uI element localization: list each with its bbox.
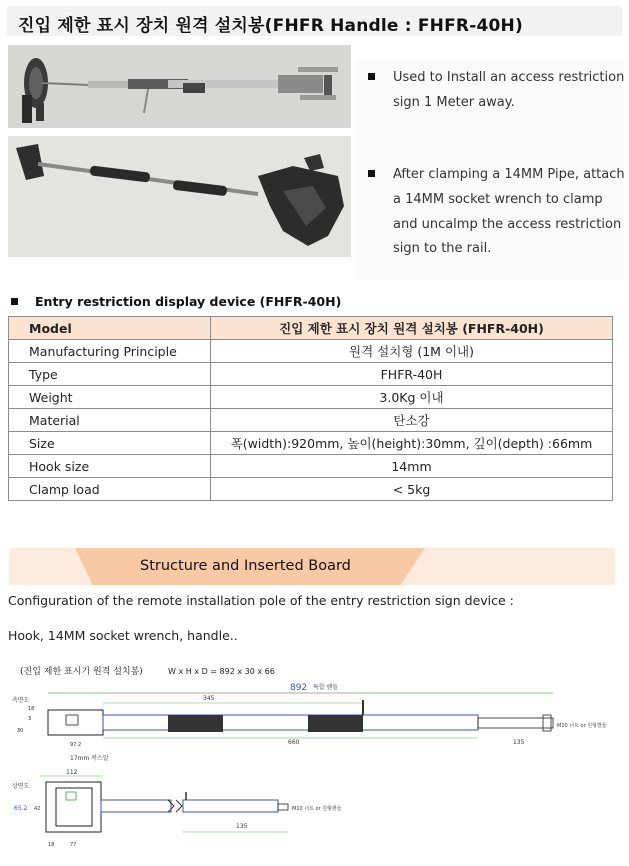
bullet-2-line-1: After clamping a 14MM Pipe, attach xyxy=(393,167,625,182)
spec-header-value: 진입 제한 표시 장치 원격 설치봉 (FHFR-40H) xyxy=(211,317,613,340)
pole-photo-1-illustration xyxy=(8,45,351,128)
break-mark xyxy=(168,800,182,812)
spec-header-row xyxy=(9,317,613,340)
spec-table xyxy=(8,316,613,501)
spec-value: 폭(width):920mm, 높이(height):30mm, 깊이(depth) :66mm xyxy=(211,432,613,455)
spec-label: Size xyxy=(9,432,211,455)
spec-label: Clamp load xyxy=(9,478,211,501)
bullet-1-line-2: sign 1 Meter away. xyxy=(393,95,515,110)
bullet-1-line-1: Used to Install an access restriction xyxy=(393,70,625,85)
table-row xyxy=(9,409,613,432)
dim-18: 18 xyxy=(28,706,35,712)
spec-value: 원격 설치형 (1M 이내) xyxy=(211,340,613,363)
table-row xyxy=(9,432,613,455)
config-text: Configuration of the remote installation pole of the entry restriction sign device : xyxy=(8,593,514,608)
dim-overall: 892 xyxy=(290,683,308,693)
spec-label: Type xyxy=(9,363,211,386)
spec-value: FHFR-40H xyxy=(211,363,613,386)
socket-top xyxy=(66,792,76,800)
table-row xyxy=(9,455,613,478)
bullet-marker-1 xyxy=(368,73,375,80)
grip-2-side xyxy=(308,715,363,732)
table-row xyxy=(9,363,613,386)
technical-drawing xyxy=(8,660,622,860)
dim-65-2: 65.2 xyxy=(14,805,28,812)
spec-value: 14mm xyxy=(211,455,613,478)
dim-42: 42 xyxy=(34,806,41,812)
table-row xyxy=(9,340,613,363)
nut-side xyxy=(543,715,551,731)
bullet-2-line-4: sign to the rail. xyxy=(393,241,492,256)
spec-value: 탄소강 xyxy=(211,409,613,432)
dim-3: 3 xyxy=(28,716,32,722)
dim-345: 345 xyxy=(203,695,215,702)
nut-top xyxy=(278,804,288,810)
product-photo-1 xyxy=(8,45,351,128)
dim-97-2: 97.2 xyxy=(70,742,82,748)
tube-side xyxy=(103,715,478,730)
spec-label: Material xyxy=(9,409,211,432)
section-title: Structure and Inserted Board xyxy=(140,558,351,574)
drawing-title: (진입 제한 표시기 원격 설치봉) xyxy=(20,667,143,677)
dim-112: 112 xyxy=(66,769,78,776)
product-photo-2 xyxy=(8,136,351,257)
table-row xyxy=(9,478,613,501)
dim-18-top: 18 xyxy=(48,842,55,848)
spec-value: < 5kg xyxy=(211,478,613,501)
parts-text: Hook, 14MM socket wrench, handle.. xyxy=(8,628,238,643)
hook-block-side xyxy=(48,710,103,735)
grip-label: 특합 핸들 xyxy=(313,684,339,691)
top-view-label: 상면도 xyxy=(12,783,30,790)
tube-top-2 xyxy=(183,800,278,812)
spec-value: 3.0Kg 이내 xyxy=(211,386,613,409)
page-title: 진입 제한 표시 장치 원격 설치봉(FHFR Handle : FHFR-40H) xyxy=(18,16,523,36)
spec-header-label: Model xyxy=(9,317,211,340)
spec-label: Manufacturing Principle xyxy=(9,340,211,363)
end-label-1: M10 너트 or 원형핸들 xyxy=(557,723,607,729)
spec-label: Hook size xyxy=(9,455,211,478)
hook-inner-top xyxy=(56,788,92,826)
tube-top-1 xyxy=(101,800,171,812)
dim-135-top: 135 xyxy=(236,823,248,830)
end-label-2: M10 너트 or 원형핸들 xyxy=(292,806,342,812)
dim-77: 77 xyxy=(70,842,77,848)
socket-side xyxy=(66,715,78,725)
socket-label: 17mm 복스알 xyxy=(70,755,109,762)
dim-660: 660 xyxy=(288,739,300,746)
spec-heading: Entry restriction display device (FHFR-40H) xyxy=(35,294,342,309)
grip-1-side xyxy=(168,715,223,732)
dim-30: 30 xyxy=(17,728,24,734)
bullet-marker-2 xyxy=(368,170,375,177)
bullet-2-line-2: a 14MM socket wrench to clamp xyxy=(393,192,603,207)
table-row xyxy=(9,386,613,409)
side-view-label: 측면도 xyxy=(12,697,30,704)
pole-photo-2-illustration xyxy=(8,136,351,257)
drawing-dims: W x H x D = 892 x 30 x 66 xyxy=(168,667,275,676)
bullet-2-line-3: and uncalmp the access restriction xyxy=(393,217,622,232)
dim-135: 135 xyxy=(513,739,525,746)
rod-end-side xyxy=(478,718,553,728)
spec-label: Weight xyxy=(9,386,211,409)
hook-block-top xyxy=(46,782,101,832)
spec-heading-marker xyxy=(11,298,18,305)
